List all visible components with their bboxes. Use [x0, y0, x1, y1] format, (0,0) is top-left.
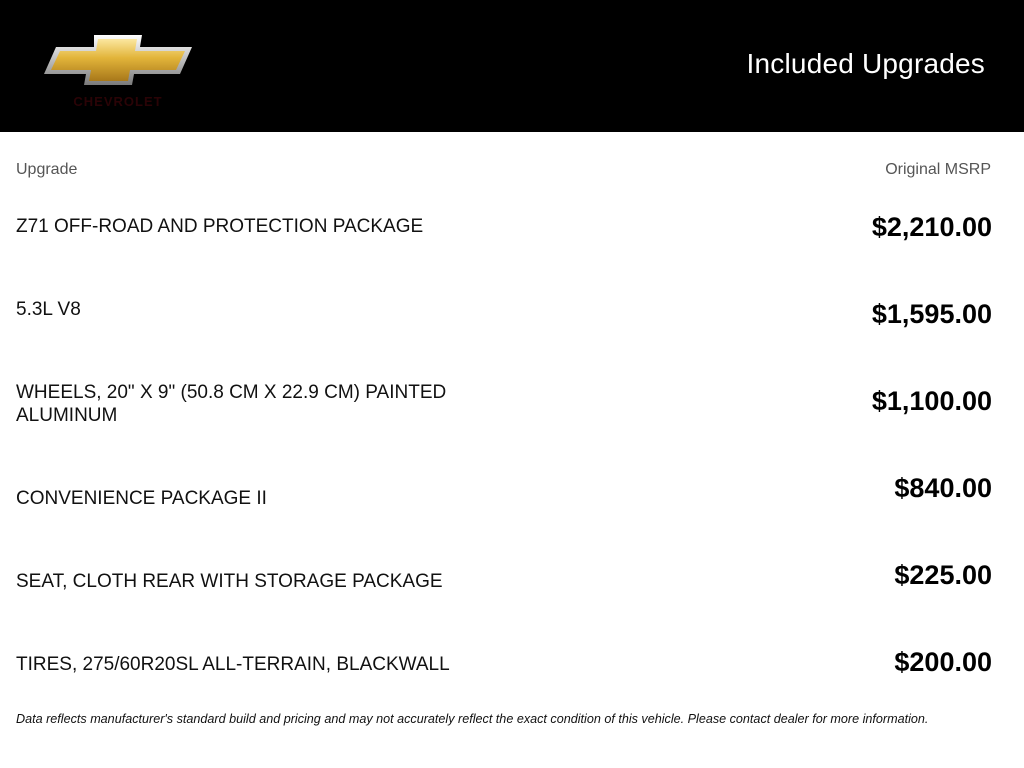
upgrade-name: CONVENIENCE PACKAGE II [16, 488, 267, 509]
upgrade-name: Z71 OFF-ROAD AND PROTECTION PACKAGE [16, 216, 424, 237]
upgrade-price: $2,210.00 [871, 212, 992, 242]
upgrade-name: WHEELS, 20" X 9" (50.8 CM X 22.9 CM) PAINTED ALUMINUM [16, 382, 447, 426]
brand-wordmark: CHEVROLET [73, 94, 163, 109]
column-header-msrp: Original MSRP [885, 161, 991, 178]
disclaimer-footnote: Data reflects manufacturer's standard build and pricing and may not accurately reflect the exact condition of this vehicle. Please contact dealer for more information. [16, 712, 929, 726]
upgrade-price: $200.00 [894, 647, 992, 677]
upgrade-price: $1,595.00 [871, 299, 992, 329]
header-bar [0, 0, 1024, 132]
page-title: Included Upgrades [746, 48, 985, 79]
column-header-upgrade: Upgrade [16, 161, 78, 178]
upgrade-price: $225.00 [894, 560, 992, 590]
upgrade-price: $840.00 [894, 473, 992, 503]
upgrade-name: SEAT, CLOTH REAR WITH STORAGE PACKAGE [16, 571, 443, 592]
upgrade-price: $1,100.00 [871, 386, 992, 416]
upgrade-name: 5.3L V8 [16, 299, 81, 320]
upgrade-name: TIRES, 275/60R20SL ALL-TERRAIN, BLACKWALL [16, 654, 450, 675]
